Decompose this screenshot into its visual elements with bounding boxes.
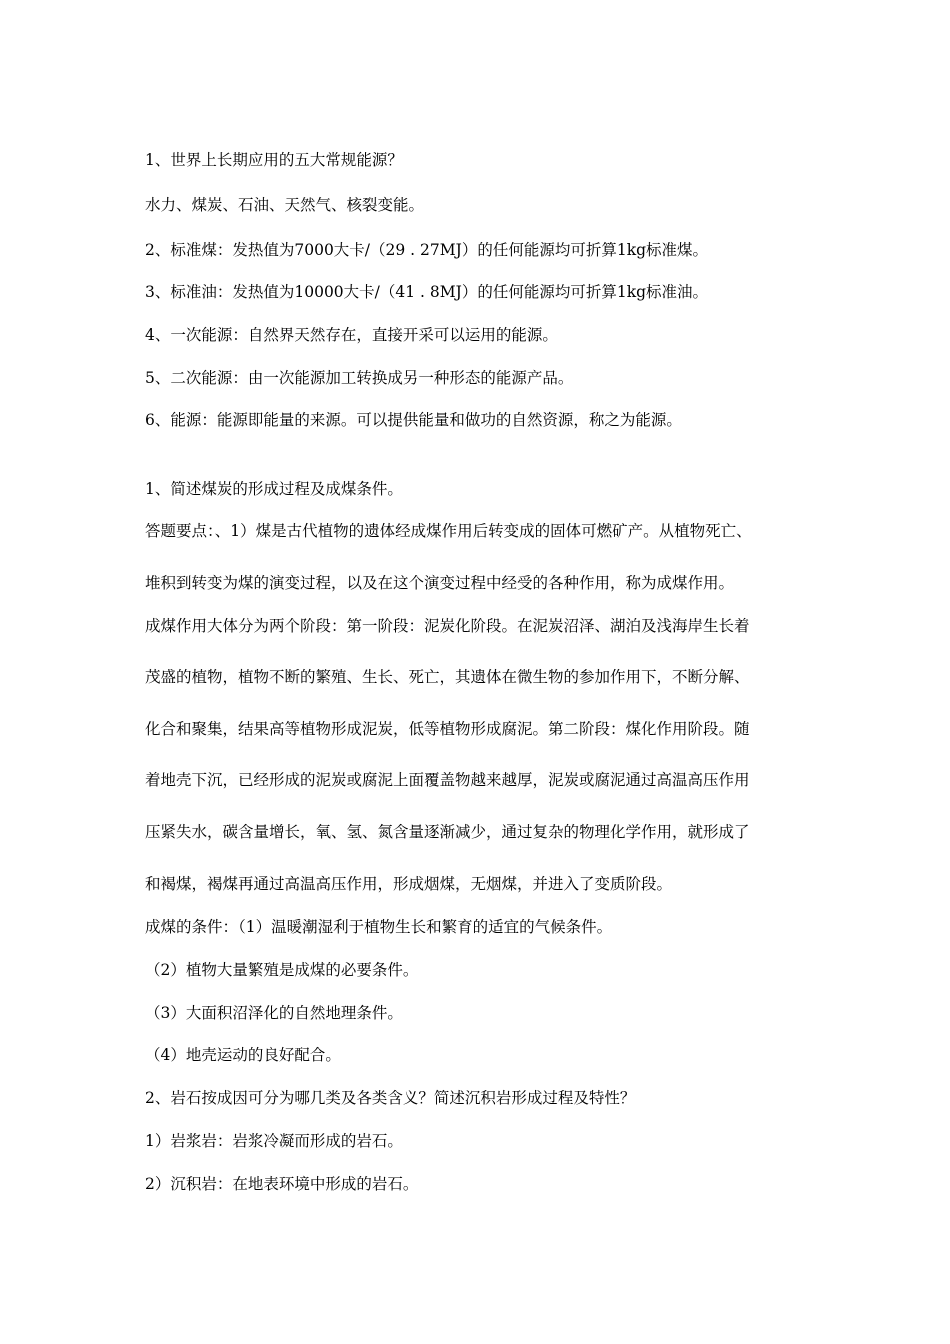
answer-paragraph-line: 压紧失水，碳含量增长，氧、氢、氮含量逐渐减少，通过复杂的物理化学作用，就形成了 [145,823,750,841]
coal-condition-item: （4）地壳运动的良好配合。 [145,1046,341,1064]
answer-paragraph-line: 成煤作用大体分为两个阶段：第一阶段：泥炭化阶段。在泥炭沼泽、湖泊及浅海岸生长着 [145,617,750,635]
coal-question-title: 1、简述煤炭的形成过程及成煤条件。 [145,480,403,498]
answer-paragraph-line: 茂盛的植物，植物不断的繁殖、生长、死亡，其遗体在微生物的参加作用下，不断分解、 [145,668,750,686]
answer-paragraph-line: 和褐煤，褐煤再通过高温高压作用，形成烟煤，无烟煤，并进入了变质阶段。 [145,875,673,893]
coal-condition-item: （2）植物大量繁殖是成煤的必要条件。 [145,961,419,979]
definition-energy: 6、能源：能源即能量的来源。可以提供能量和做功的自然资源，称之为能源。 [145,411,682,429]
definition-standard-coal: 2、标准煤：发热值为7000大卡/（29 . 27MJ）的任何能源均可折算1kg标准煤。 [145,241,709,259]
coal-condition-item: （3）大面积沼泽化的自然地理条件。 [145,1004,403,1022]
answer-paragraph-line: 化合和聚集，结果高等植物形成泥炭，低等植物形成腐泥。第二阶段：煤化作用阶段。随 [145,720,750,738]
definition-primary-energy: 4、一次能源：自然界天然存在，直接开采可以运用的能源。 [145,326,558,344]
answer-paragraph-line: 堆积到转变为煤的演变过程，以及在这个演变过程中经受的各种作用，称为成煤作用。 [145,574,735,592]
definition-secondary-energy: 5、二次能源：由一次能源加工转换成另一种形态的能源产品。 [145,369,574,387]
answer-paragraph-line: 着地壳下沉，已经形成的泥炭或腐泥上面覆盖物越来越厚，泥炭或腐泥通过高温高压作用 [145,771,750,789]
definition-standard-oil: 3、标准油：发热值为10000大卡/（41 . 8MJ）的任何能源均可折算1kg标准油。 [145,283,709,301]
question-1-title: 1、世界上长期应用的五大常规能源？ [145,151,403,169]
rock-type-item: 2）沉积岩：在地表环境中形成的岩石。 [145,1175,419,1193]
rock-question-title: 2、岩石按成因可分为哪几类及各类含义？简述沉积岩形成过程及特性？ [145,1089,636,1107]
coal-condition-item: 成煤的条件：（1）温暖潮湿利于植物生长和繁育的适宜的气候条件。 [145,918,613,936]
answer-paragraph-line: 答题要点：、1）煤是古代植物的遗体经成煤作用后转变成的固体可燃矿产。从植物死亡、 [145,522,752,540]
rock-type-item: 1）岩浆岩：岩浆冷凝而形成的岩石。 [145,1132,403,1150]
question-1-answer: 水力、煤炭、石油、天然气、核裂变能。 [145,196,425,214]
